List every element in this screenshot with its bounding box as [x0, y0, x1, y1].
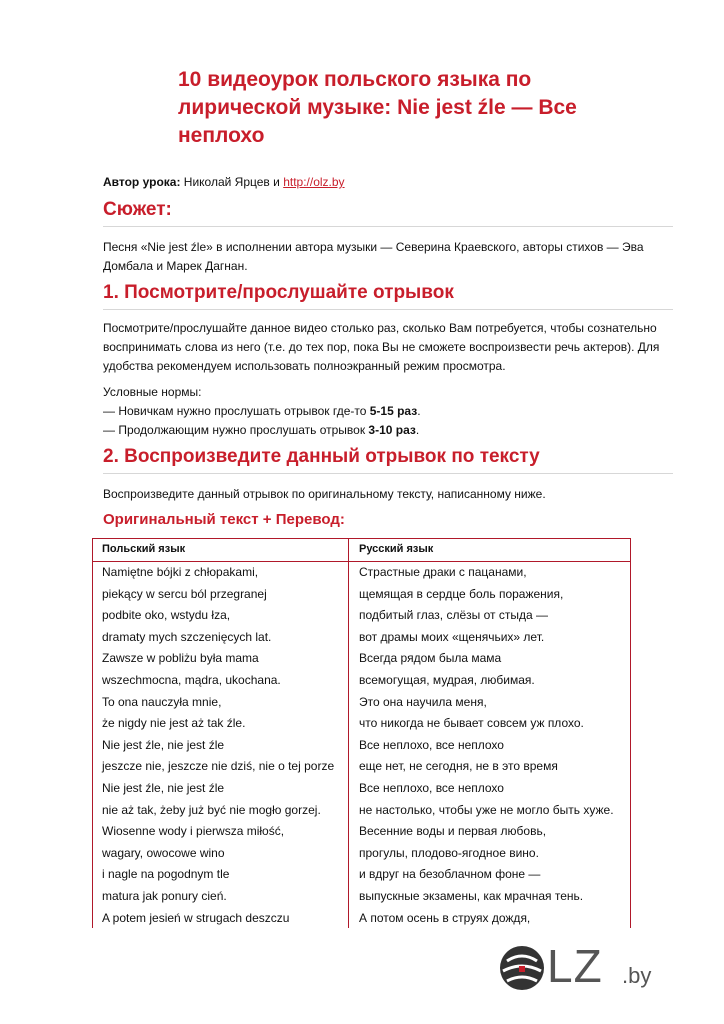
author-link[interactable]: http://olz.by [283, 175, 345, 189]
norms-block [103, 383, 673, 440]
russian-line: прогулы, плодово-ягодное вино. [359, 845, 539, 860]
olz-logo [497, 935, 667, 1005]
polish-line: że nigdy nie jest aż tak źle. [102, 716, 246, 731]
section2-text: Воспроизведите данный отрывок по оригинальному тексту, написанному ниже. [103, 487, 546, 501]
norm-beginner: — Новичкам нужно прослушать отрывок где-то 5-15 раз. [103, 404, 421, 418]
norm-advanced: — Продолжающим нужно прослушать отрывок 3-10 раз. [103, 423, 420, 437]
author-line [103, 175, 345, 189]
russian-line: вот драмы моих «щенячьих» лет. [359, 629, 545, 644]
section1-text: Посмотрите/прослушайте данное видео столько раз, сколько Вам потребуется, чтобы сознательно воспринимать слова из него (т.е. до тех пор, пока Вы не сможете воспроизвести речь актеров). Для удобства рекомендуем использовать полноэкранный режим просмотра. [103, 321, 660, 373]
russian-line: не настолько, чтобы уже не могло быть хуже. [359, 802, 614, 817]
table-row [93, 692, 630, 714]
plot-heading: Сюжет: [103, 198, 673, 227]
table-row [93, 778, 630, 800]
lyrics-table [92, 538, 631, 928]
russian-line: Это она научила меня, [359, 694, 487, 709]
section2-heading: 2. Воспроизведите данный отрывок по тексту [103, 445, 673, 474]
polish-line: wagary, owocowe wino [102, 845, 225, 860]
globe-icon [497, 943, 547, 993]
polish-line: wszechmocna, mądra, ukochana. [102, 672, 281, 687]
polish-line: matura jak ponury cień. [102, 888, 227, 903]
table-row [93, 843, 630, 865]
norms-label: Условные нормы: [103, 385, 202, 399]
table-row [93, 670, 630, 692]
polish-line: piekący w sercu ból przegranej [102, 586, 267, 601]
russian-line: всемогущая, мудрая, любимая. [359, 672, 535, 687]
text-translation-heading: Оригинальный текст + Перевод: [103, 511, 345, 528]
polish-line: jeszcze nie, jeszcze nie dziś, nie o tej porze [102, 759, 335, 774]
russian-line: выпускные экзамены, как мрачная тень. [359, 888, 584, 903]
polish-line: Zawsze w pobliżu była mama [102, 651, 259, 666]
author-names: Николай Ярцев и [183, 175, 280, 189]
table-row [93, 908, 630, 930]
table-row [93, 562, 630, 584]
russian-line: Страстные драки с пацанами, [359, 565, 527, 579]
table-row [93, 756, 630, 778]
table-row [93, 584, 630, 606]
section1-heading: 1. Посмотрите/прослушайте отрывок [103, 281, 673, 310]
table-row [93, 886, 630, 908]
polish-line: podbite oko, wstydu łza, [102, 608, 231, 623]
polish-line: Nie jest źle, nie jest źle [102, 780, 225, 795]
table-body [93, 562, 630, 929]
header-polish: Польский язык [102, 543, 186, 555]
polish-line: Namiętne bójki z chłopakami, [102, 565, 259, 579]
logo-text: LZ [547, 940, 603, 992]
polish-line: A potem jesień w strugach deszczu [102, 910, 290, 925]
polish-line: i nagle na pogodnym tle [102, 867, 230, 882]
russian-line: и вдруг на безоблачном фоне — [359, 867, 541, 882]
russian-line: щемящая в сердце боль поражения, [359, 586, 564, 601]
russian-line: Все неплохо, все неплохо [359, 737, 504, 752]
russian-line: Всегда рядом была мама [359, 651, 502, 666]
table-row [93, 713, 630, 735]
page-title: 10 видеоурок польского языка по лирической музыке: Nie jest źle — Все неплохо [178, 68, 577, 147]
russian-line: подбитый глаз, слёзы от стыда — [359, 608, 548, 623]
russian-line: Все неплохо, все неплохо [359, 780, 504, 795]
polish-line: nie aż tak, żeby już być nie mogło gorzej. [102, 802, 321, 817]
russian-line: Весенние воды и первая любовь, [359, 824, 547, 839]
polish-line: Wiosenne wody i pierwsza miłość, [102, 824, 285, 839]
table-row [93, 735, 630, 757]
polish-line: Nie jest źle, nie jest źle [102, 737, 225, 752]
table-row [93, 648, 630, 670]
table-row [93, 800, 630, 822]
table-row [93, 627, 630, 649]
russian-line: что никогда не бывает совсем уж плохо. [359, 716, 584, 731]
author-label: Автор урока: [103, 175, 181, 189]
polish-line: To ona nauczyła mnie, [102, 694, 222, 709]
table-row [93, 864, 630, 886]
polish-line: dramaty mych szczenięcych lat. [102, 629, 272, 644]
table-row [93, 821, 630, 843]
russian-line: А потом осень в струях дождя, [359, 910, 531, 925]
logo-suffix: .by [622, 963, 652, 988]
plot-text: Песня «Nie jest źle» в исполнении автора музыки — Северина Краевского, авторы стихов — Эва Домбала и Марек Дагнан. [103, 240, 644, 273]
table-row [93, 605, 630, 627]
header-russian: Русский язык [359, 543, 434, 555]
russian-line: еще нет, не сегодня, не в это время [359, 759, 558, 774]
